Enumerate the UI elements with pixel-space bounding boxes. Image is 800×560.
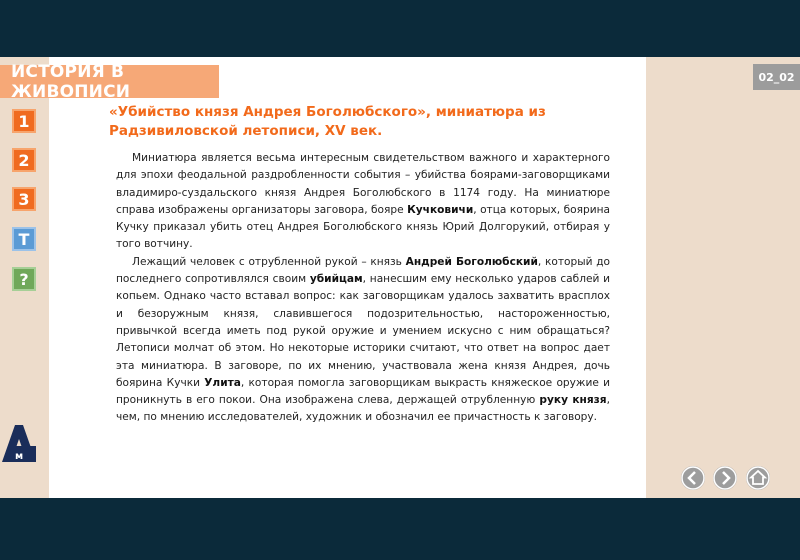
paragraph-1 bbox=[116, 150, 610, 254]
nav-button-text[interactable]: Т bbox=[12, 227, 36, 251]
text-span: , которая помогла заговорщикам выкрасть княжеское оружие и проникнуть в его покои. Она изображена слева, держащей отрубленную bbox=[116, 376, 611, 407]
nav-button-quiz[interactable]: ? bbox=[12, 267, 36, 291]
text-span: , чем, по мнению исследователей, художник и обозначил ее причастность к заговору. bbox=[116, 394, 610, 424]
text-span: Лежащий человек с отрубленной рукой – князь bbox=[132, 255, 406, 268]
text-span: Миниатюра является весьма интересным свидетельством важного и характерного для эпохи феодальной раздробленности события – убийства боярами-заговорщиками владимиро-суздальского князя Андрея Боголюбского в 1174 году. На миниатюре справа изображены организаторы заговора, бояре bbox=[116, 152, 610, 216]
chevron-left-icon bbox=[681, 466, 705, 490]
slide-stage bbox=[0, 57, 800, 498]
nav-button-3[interactable]: 3 bbox=[12, 187, 36, 211]
article-body bbox=[116, 150, 610, 427]
text-span: , нанесшим ему несколько ударов саблей и копьем. Однако часто вставал вопрос: как заговорщикам удалось захватить врасплох и безоружным князя, славившегося подозрительностью, настороженностью, привычкой всегда иметь под рукой оружие и умением искусно с ним обращаться? Летописи молчат об этом. Но некоторые историки считают, что ответ на вопрос дает эта миниатюра. В заговоре, по их мнению, участвовала жена князя Андрея, дочь боярина Кучки bbox=[116, 273, 610, 389]
next-button[interactable] bbox=[713, 466, 737, 490]
nav-button-1[interactable]: 1 bbox=[12, 109, 36, 133]
content-panel bbox=[49, 57, 646, 498]
chevron-right-icon bbox=[713, 466, 737, 490]
section-header: ИСТОРИЯ В ЖИВОПИСИ bbox=[0, 65, 219, 98]
slide-number-badge: 02_02 bbox=[753, 64, 800, 90]
paragraph-2 bbox=[116, 254, 610, 427]
prev-button[interactable] bbox=[681, 466, 705, 490]
text-span: , который до последнего сопротивлялся своим bbox=[116, 255, 611, 286]
svg-text:м: м bbox=[15, 451, 24, 462]
home-icon bbox=[746, 466, 770, 490]
bold-term: Андрей Боголюбский bbox=[405, 255, 538, 268]
text-span: , отца которых, боярина Кучку приказал убить отец Андрея Боголюбского князь Юрий Долгорукий, отбирая у того вотчину. bbox=[116, 203, 610, 251]
bold-term: убийцам bbox=[309, 273, 363, 286]
bold-term: руку князя bbox=[539, 394, 607, 407]
publisher-logo-icon bbox=[2, 425, 36, 462]
bold-term: Кучковичи bbox=[407, 203, 474, 216]
bold-term: Улита bbox=[204, 376, 241, 389]
nav-button-2[interactable]: 2 bbox=[12, 148, 36, 172]
article-title: «Убийство князя Андрея Боголюбского», миниатюра из Радзивиловской летописи, XV век. bbox=[109, 104, 546, 139]
home-button[interactable] bbox=[746, 466, 770, 490]
